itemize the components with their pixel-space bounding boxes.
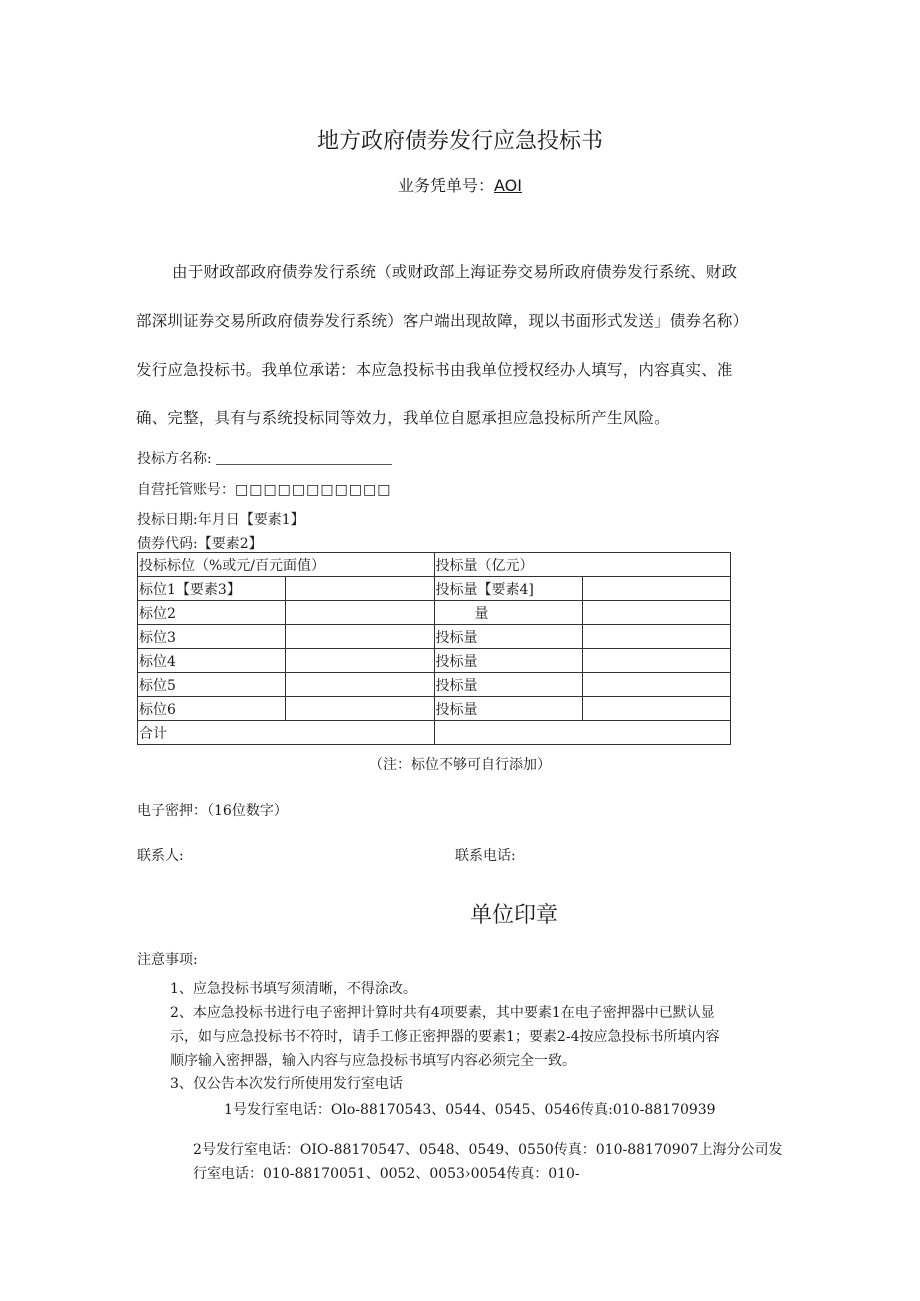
row-value-cell[interactable] (286, 601, 434, 625)
row-amount-cell[interactable] (582, 601, 730, 625)
row-label: 标位3 (138, 625, 286, 649)
row-value-cell[interactable] (286, 625, 434, 649)
bidder-name-label: 投标方名称: (137, 451, 212, 467)
notice-heading: 注意事项: (137, 952, 198, 968)
issuance-room-1-phone: 1号发行室电话：Olo-88170543、0544、0545、0546传真:010-88170939 (224, 1102, 716, 1118)
account-boxes[interactable]: □□□□□□□□□□□ (235, 482, 392, 498)
row-amount-label: 量 (434, 601, 582, 625)
row-amount-label: 投标量 (434, 625, 582, 649)
total-label: 合计 (138, 721, 435, 745)
total-amount-cell[interactable] (434, 721, 731, 745)
table-row (138, 697, 731, 721)
intro-line-3: 发行应急投标书。我单位承诺：本应急投标书由我单位授权经办人填写，内容真实、准 (136, 361, 733, 379)
header-bid-amount: 投标量（亿元） (434, 553, 731, 577)
issuance-room-2-phone-line-1: 2号发行室电话：OIO-88170547、0548、0549、0550传真：010-88170907上海分公司发 (193, 1142, 783, 1158)
row-amount-cell[interactable] (582, 625, 730, 649)
table-row (138, 625, 731, 649)
issuance-room-2-phone-line-2: 行室电话：010-88170051、0052、0053›0054传真：010- (193, 1166, 580, 1182)
voucher-number (0, 173, 920, 196)
row-amount-cell[interactable] (582, 649, 730, 673)
row-value-cell[interactable] (286, 673, 434, 697)
row-label: 标位4 (138, 649, 286, 673)
notice-item-3: 3、仅公告本次发行所使用发行室电话 (170, 1076, 403, 1092)
contact-person-label: 联系人: (137, 848, 184, 864)
notice-item-2-line-2: 示，如与应急投标书不符时，请手工修正密押器的要素1；要素2-4按应急投标书所填内容 (170, 1029, 720, 1045)
bid-table (137, 552, 731, 745)
intro-line-1: 由于财政部政府债券发行系统（或财政部上海证券交易所政府债券发行系统、财政 (172, 263, 738, 281)
bidder-name-blank[interactable] (216, 450, 392, 465)
table-row (138, 649, 731, 673)
account-field (137, 479, 392, 499)
row-value-cell[interactable] (286, 697, 434, 721)
table-header-row (138, 553, 731, 577)
account-label: 自营托管账号： (137, 482, 235, 498)
document-title: 地方政府债券发行应急投标书 (316, 129, 603, 154)
row-label: 标位5 (138, 673, 286, 697)
contact-phone-label: 联系电话: (455, 848, 516, 864)
row-label: 标位2 (138, 601, 286, 625)
row-label: 标位1【要素3】 (138, 577, 286, 601)
row-amount-cell[interactable] (582, 577, 730, 601)
voucher-label: 业务凭单号： (398, 176, 495, 195)
table-row (138, 577, 731, 601)
e-seal-field: 电子密押：（16位数字） (137, 803, 288, 819)
row-amount-cell[interactable] (582, 697, 730, 721)
header-bid-position: 投标标位（%或元/百元面值） (138, 553, 435, 577)
table-row (138, 601, 731, 625)
row-amount-label: 投标量 (434, 673, 582, 697)
row-value-cell[interactable] (286, 577, 434, 601)
notice-item-1: 1、应急投标书填写须清晰，不得涂改。 (170, 981, 417, 997)
row-label: 标位6 (138, 697, 286, 721)
notice-item-2-line-3: 顺序输入密押器，输入内容与应急投标书填写内容必须完全一致。 (170, 1053, 576, 1069)
notice-item-2-line-1: 2、本应急投标书进行电子密押计算时共有4项要素，其中要素1在电子密押器中已默认显 (170, 1005, 715, 1021)
table-total-row (138, 721, 731, 745)
unit-seal-label: 单位印章 (470, 903, 559, 928)
table-note: （注：标位不够可自行添加） (369, 757, 551, 773)
intro-line-2: 部深圳证券交易所政府债券发行系统）客户端出现故障，现以书面形式发送」债券名称） (136, 312, 749, 330)
bid-date-field: 投标日期:年月日【要素1】 (137, 512, 305, 528)
table-row (138, 673, 731, 697)
row-amount-cell[interactable] (582, 673, 730, 697)
row-amount-label: 投标量【要素4] (434, 577, 582, 601)
row-amount-label: 投标量 (434, 697, 582, 721)
row-amount-label: 投标量 (434, 649, 582, 673)
row-value-cell[interactable] (286, 649, 434, 673)
bidder-name-field (137, 448, 392, 468)
bond-code-field: 债券代码:【要素2】 (137, 536, 263, 552)
intro-line-4: 确、完整，具有与系统投标同等效力，我单位自愿承担应急投标所产生风险。 (136, 409, 670, 427)
voucher-value: AOI (494, 176, 522, 195)
